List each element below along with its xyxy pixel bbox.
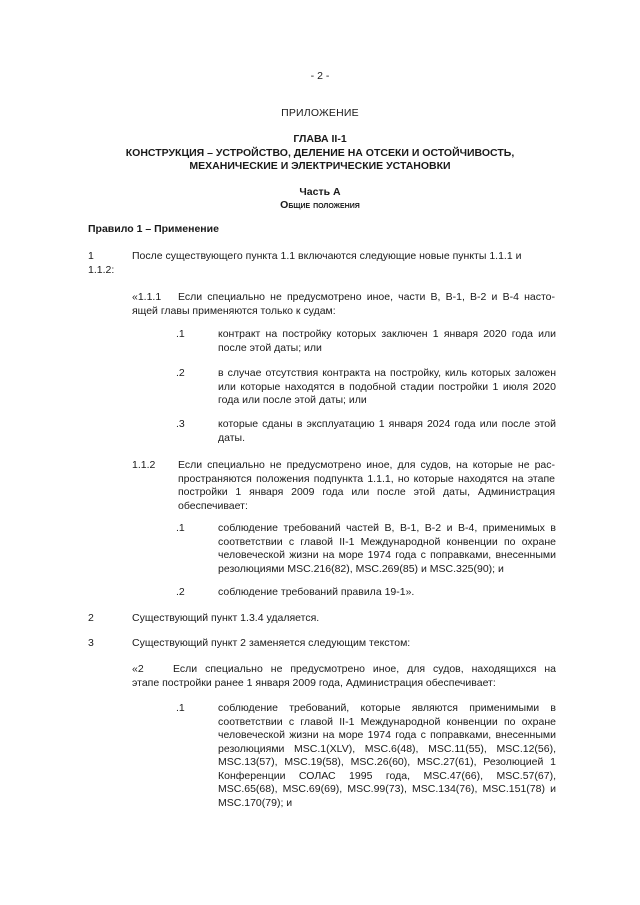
sub-2-1-number: .1 [176,702,185,714]
page-number: - 2 - [310,70,330,82]
para-1-1-1-line-1: Если специально не предусмотрено иное, части B, B-1, B-2 и B-4 насто- [178,291,555,303]
appendix-title: ПРИЛОЖЕНИЕ [281,107,359,119]
para-2-line-1: Если специально не предусмотрено иное, для судов, находящихся на [173,663,556,675]
chapter-title-line-2: МЕХАНИЧЕСКИЕ И ЭЛЕКТРИЧЕСКИЕ УСТАНОВКИ [189,160,451,172]
rule-heading: Правило 1 – Применение [88,223,219,235]
part-heading [0,186,640,212]
para-2-line-2: этапе постройки ранее 1 января 2009 года, Администрация обеспечивает: [132,676,496,689]
para-1-1-2-line-1: Если специально не предусмотрено иное, для судов, на которые не рас- [178,459,555,471]
item-1-continuation: 1.1.2: [88,263,115,276]
para-1-1-2-number: 1.1.2 [132,459,156,471]
item-1-number: 1 [88,250,94,262]
para-2-number: «2 [132,663,144,675]
chapter-title-line-1: КОНСТРУКЦИЯ – УСТРОЙСТВО, ДЕЛЕНИЕ НА ОТСЕКИ И ОСТОЙЧИВОСТЬ, [125,146,515,159]
item-1-text: После существующего пункта 1.1 включаются следующие новые пункты 1.1.1 и [132,250,522,262]
item-3-number: 3 [88,637,94,649]
part-number: Часть А [299,186,341,198]
chapter-number: ГЛАВА II-1 [293,133,347,145]
sub-1-1-2-1-number: .1 [176,522,185,534]
sub-1-1-1-3-text: которые сданы в эксплуатацию 1 января 2024 года или после этой даты. [218,418,556,444]
para-1-1-1-number: «1.1.1 [132,291,162,303]
sub-2-1-text: соблюдение требований, которые являются применимыми в соответствии с главой II-1 Международной конвенции по охране человеческой жизни на море 1974 года с поправками, внесенными резолюциями MSC.1(XLV), MSC.6(48), MSC.11(55), MSC.12(56), MSC.13(57), MSC.19(58), MSC.26(60), MSC.27(61), Резолюцией 1 Конференции СОЛАС 1995 года, MSC.47(66), MSC.57(67), MSC.65(68), MSC.69(69), MSC.99(73), MSC.134(76), MSC.151(78) и MSC.170(79); и [218,702,556,809]
sub-1-1-1-1-text: контракт на постройку которых заключен 1 января 2020 года или после этой даты; или [218,328,556,354]
item-3-text: Существующий пункт 2 заменяется следующим текстом: [132,637,411,649]
sub-1-1-2-1-text: соблюдение требований частей B, B-1, B-2 и B-4, применимых в соответствии с главой II-1 Международной конвенции по охране человеческой жизни на море 1974 года с поправками, внесенными резолюциями MSC.216(82), MSC.269(85) и MSC.325(90); и [218,522,556,575]
part-title: Общие положения [280,199,360,211]
item-2-number: 2 [88,612,94,624]
sub-1-1-2-2-text: соблюдение требований правила 19-1». [218,586,415,598]
item-2-text: Существующий пункт 1.3.4 удаляется. [132,612,320,624]
sub-1-1-2-2-number: .2 [176,586,185,598]
para-1-1-2-text: пространяются положения подпункта 1.1.1, но которые находятся на этапе постройки 1 января 2009 года или после этой даты, Администрация обеспечивает: [178,472,555,512]
chapter-heading [0,133,640,174]
para-1-1-1-line-2: ящей главы применяются только к судам: [132,304,336,317]
sub-1-1-1-2-number: .2 [176,367,185,379]
sub-1-1-1-2-text: в случае отсутствия контракта на постройку, киль которых заложен или которые находятся в подобной стадии постройки 1 июля 2020 года или после этой даты; или [218,367,556,406]
sub-1-1-1-1-number: .1 [176,328,185,340]
sub-1-1-1-3-number: .3 [176,418,185,430]
